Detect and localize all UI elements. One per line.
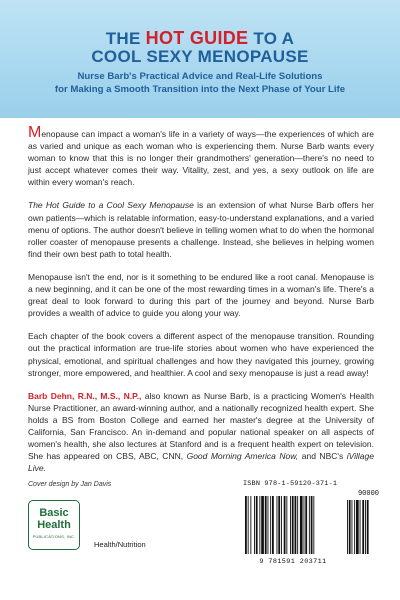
paragraph-extension xyxy=(28,199,374,259)
cover-credit: Cover design by Jan Davis xyxy=(28,481,112,488)
paragraph-new-beginning: Menopause isn't the end, nor is it something to be endured like a root canal. Menopause is a new beginning, and it can be one of the most rewarding times in a woman's life. There's a great deal to look forward to during this part of the journey and beyond. Nurse Barb provides a wealth of advice to guide you along your way. xyxy=(28,271,374,319)
description-body xyxy=(28,124,374,485)
barcode-block xyxy=(243,480,379,572)
title-line-1 xyxy=(0,28,400,49)
author-bio-text-1: also known as Nurse Barb, is a practicing Women's Health Nurse Practitioner, an award-winning author, and a nationally recognized health expert. She holds a BS from Boston College and earned her master's degree at the University of California, San Francisco. An in-demand and popular national speaker on all aspects of women's health, she also lectures at Stanford and is a frequent health expert on television. She has appeared on CBS, ABC, CNN, xyxy=(28,390,374,462)
barcode-number: 9 781591 203711 xyxy=(259,558,327,566)
isbn-text: ISBN 978-1-59120-371-1 xyxy=(243,480,338,488)
paragraph-extension-text: is an extension of what Nurse Barb offers her own patients—which is relatable information, easy-to-understand explanations, and a varied menu of options. The author doesn't believe in telling women what to do when the hormonal roller coaster of menopause presents a challenge. Instead, she believes in helping women find their own best path to total health. xyxy=(28,200,374,259)
subtitle xyxy=(20,71,380,96)
publisher-logo xyxy=(28,500,80,550)
category-label: Health/Nutrition xyxy=(94,540,146,549)
show-gma: Good Morning America Now, xyxy=(186,451,299,462)
paragraph-intro xyxy=(28,124,374,188)
book-title-italic: The Hot Guide to a Cool Sexy Menopause xyxy=(28,200,194,211)
barcode-icon xyxy=(243,496,379,558)
price-code: 90000 xyxy=(357,490,379,498)
drop-cap: M xyxy=(28,124,42,141)
header-band xyxy=(0,0,400,118)
logo-text-health: Health xyxy=(37,519,71,531)
author-name: Barb Dehn, R.N., M.S., N.P., xyxy=(28,390,142,401)
title-hot-guide: HOT GUIDE xyxy=(145,28,249,48)
logo-text-publications: PUBLICATIONS, INC. xyxy=(32,534,76,539)
show-ivillage: iVillage Live. xyxy=(28,451,374,474)
paragraph-chapters: Each chapter of the book covers a different aspect of the menopause transition. Rounding out the practical information are true-life stories about women who have experienced the physical, emotional, and spiritual challenges and how they navigated this journey, growing stronger, more empowered, and healthier. A cool and sexy menopause is just a read away! xyxy=(28,331,374,378)
author-bio-text-2: and NBC's xyxy=(298,451,347,462)
subtitle-line-2: for Making a Smooth Transition into the Next Phase of Your Life xyxy=(54,83,346,95)
logo-text-basic: Basic xyxy=(39,507,69,519)
title-pre: THE xyxy=(105,29,146,48)
paragraph-intro-text: enopause can impact a woman's life in a variety of ways—the experiences of which are as varied and unique as each woman who is experiencing them. Nurse Barb wants every woman to know that this is no longer their grandmothers' generation—there's no need to just accept whatever comes their way. Vitality, zest, and yes, a sexy outlook on life are within every woman's reach. xyxy=(28,129,374,188)
author-bio xyxy=(28,390,374,475)
title-line-2: COOL SEXY MENOPAUSE xyxy=(91,47,309,66)
title-post: TO A xyxy=(248,29,295,48)
subtitle-line-1: Nurse Barb's Practical Advice and Real-Life Solutions xyxy=(77,71,323,82)
